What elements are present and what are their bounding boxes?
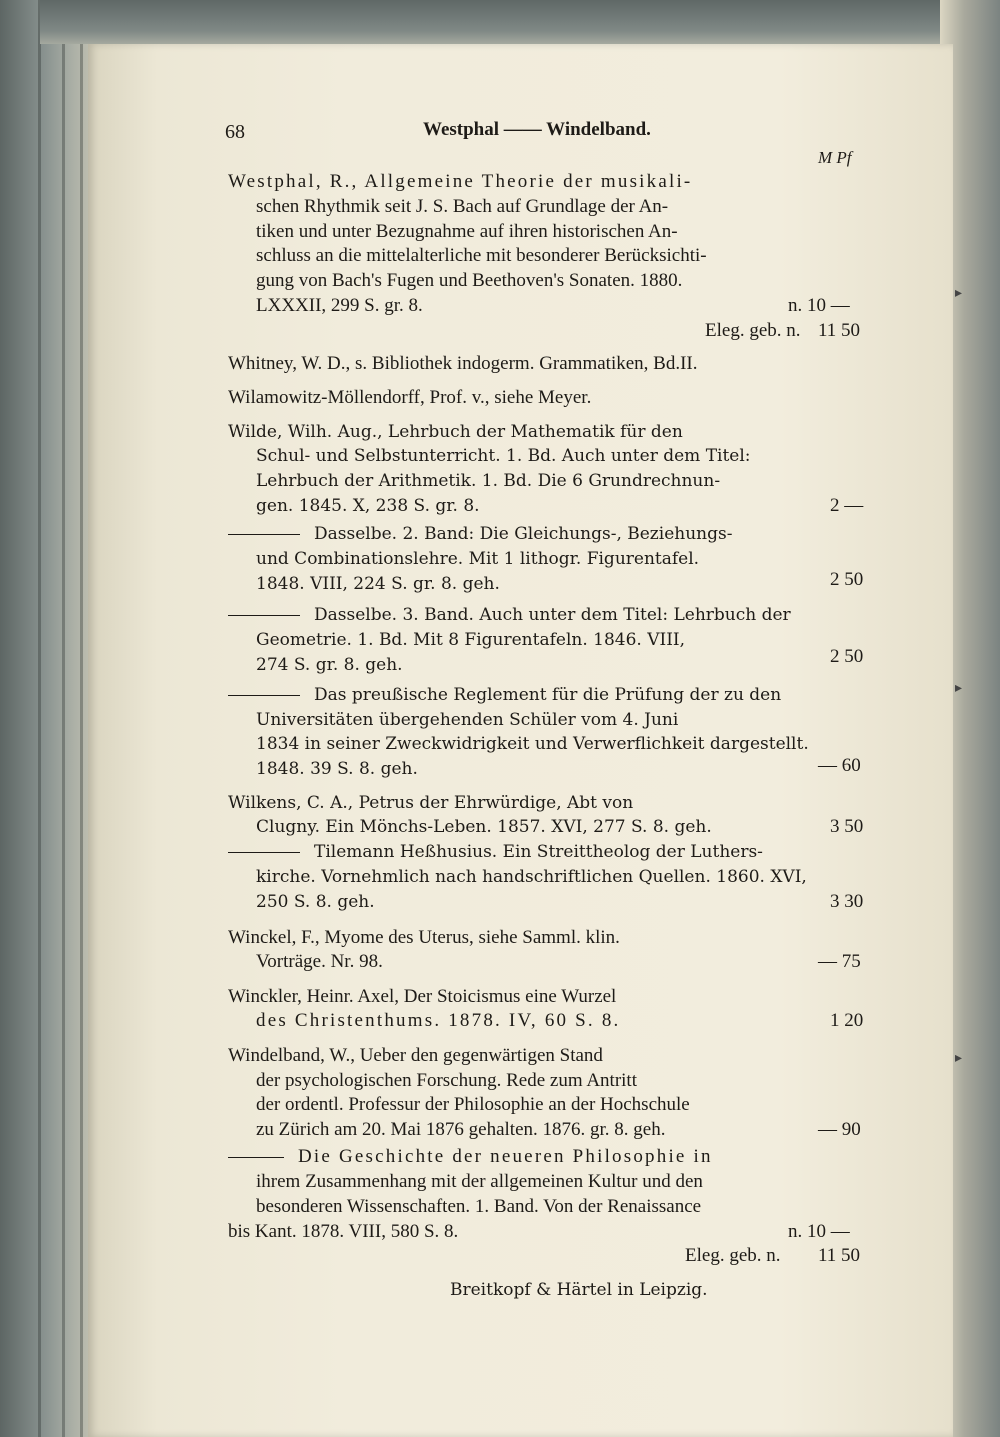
price: 2 50 bbox=[830, 646, 864, 667]
entry-line: des Christenthums. 1878. IV, 60 S. 8. bbox=[256, 1010, 621, 1031]
margin-mark: ▸ bbox=[955, 681, 963, 696]
entry-line: bis Kant. 1878. VIII, 580 S. 8. bbox=[228, 1221, 459, 1242]
entry-line: Winckel, F., Myome des Uterus, siehe Samml. klin. bbox=[228, 927, 620, 948]
entry-line: 1848. 39 S. 8. geh. bbox=[256, 759, 418, 779]
publisher-imprint: Breitkopf & Härtel in Leipzig. bbox=[450, 1280, 708, 1300]
entry-line: Tilemann Heßhusius. Ein Streittheolog der Luthers- bbox=[228, 840, 763, 864]
entry-line: besonderen Wissenschaften. 1. Band. Von der Renaissance bbox=[256, 1196, 702, 1217]
entry-line: Clugny. Ein Mönchs-Leben. 1857. XVI, 277 S. 8. geh. bbox=[256, 817, 712, 837]
entry-line: Schul- und Selbstunterricht. 1. Bd. Auch unter dem Titel: bbox=[256, 446, 751, 466]
entry-line: und Combinationslehre. Mit 1 lithogr. Figurentafel. bbox=[256, 549, 700, 569]
price: n. 10 — bbox=[788, 1221, 850, 1242]
entry-line: 274 S. gr. 8. geh. bbox=[256, 655, 403, 675]
entry-line: gung von Bach's Fugen und Beethoven's Sonaten. 1880. bbox=[256, 270, 683, 291]
entry-line: Geometrie. 1. Bd. Mit 8 Figurentafeln. 1846. VIII, bbox=[256, 630, 686, 650]
entry-line: der ordentl. Professur der Philosophie an der Hochschule bbox=[256, 1094, 690, 1115]
price: — 90 bbox=[818, 1119, 861, 1140]
price: 3 50 bbox=[830, 816, 864, 837]
page-number: 68 bbox=[225, 121, 245, 143]
entry-line: Westphal, R., Allgemeine Theorie der musikali- bbox=[228, 171, 693, 192]
price: 3 30 bbox=[830, 891, 864, 912]
entry-line: gen. 1845. X, 238 S. gr. 8. bbox=[256, 496, 480, 516]
price: 1 20 bbox=[830, 1010, 864, 1031]
entry-line: Universitäten übergehenden Schüler vom 4. Juni bbox=[256, 710, 679, 730]
price: — 60 bbox=[818, 755, 861, 776]
price: 2 — bbox=[830, 495, 864, 516]
currency-marks: M Pf bbox=[818, 148, 852, 167]
entry-line: Lehrbuch der Arithmetik. 1. Bd. Die 6 Grundrechnun- bbox=[256, 471, 721, 491]
binding-edge bbox=[38, 0, 41, 1437]
entry-line: Die Geschichte der neueren Philosophie in bbox=[228, 1145, 713, 1169]
ditto-dash bbox=[228, 615, 300, 616]
binding-edge bbox=[62, 0, 65, 1437]
entry-line: zu Zürich am 20. Mai 1876 gehalten. 1876. gr. 8. geh. bbox=[256, 1119, 666, 1140]
ditto-dash bbox=[228, 695, 300, 696]
book-binding bbox=[0, 0, 100, 1437]
ditto-dash bbox=[228, 852, 300, 853]
entry-line: Whitney, W. D., s. Bibliothek indogerm. Grammatiken, Bd.II. bbox=[228, 353, 698, 374]
entry-line: 1848. VIII, 224 S. gr. 8. geh. bbox=[256, 574, 500, 594]
entry-line: tiken und unter Bezugnahme auf ihren historischen An- bbox=[256, 221, 678, 242]
margin-mark: ▸ bbox=[955, 1051, 963, 1066]
ditto-dash bbox=[228, 534, 300, 535]
entry-line: Dasselbe. 2. Band: Die Gleichungs-, Beziehungs- bbox=[228, 522, 732, 546]
ditto-dash bbox=[228, 1157, 284, 1158]
entry-line: Vorträge. Nr. 98. bbox=[256, 951, 383, 972]
entry-line: kirche. Vornehmlich nach handschriftlichen Quellen. 1860. XVI, bbox=[256, 867, 807, 887]
price: 2 50 bbox=[830, 569, 864, 590]
entry-line: Eleg. geb. n. bbox=[705, 320, 801, 341]
entry-line: Wilkens, C. A., Petrus der Ehrwürdige, Abt von bbox=[228, 793, 634, 813]
entry-line: ihrem Zusammenhang mit der allgemeinen Kultur und den bbox=[256, 1171, 703, 1192]
entry-line: Windelband, W., Ueber den gegenwärtigen Stand bbox=[228, 1045, 603, 1066]
price: 11 50 bbox=[818, 320, 861, 341]
entry-line: Wilde, Wilh. Aug., Lehrbuch der Mathematik für den bbox=[228, 422, 683, 442]
entry-line: 1834 in seiner Zweckwidrigkeit und Verwerflichkeit dargestellt. bbox=[256, 734, 809, 754]
price: n. 10 — bbox=[788, 295, 850, 316]
running-title: Westphal —— Windelband. bbox=[423, 119, 651, 140]
entry-line: LXXXII, 299 S. gr. 8. bbox=[256, 295, 423, 316]
price: 11 50 bbox=[818, 1245, 861, 1266]
page-top-edge bbox=[40, 0, 1000, 44]
entry-line: schluss an die mittelalterliche mit besonderer Berücksichti- bbox=[256, 245, 707, 266]
entry-line: Wilamowitz-Möllendorff, Prof. v., siehe Meyer. bbox=[228, 387, 592, 408]
entry-line: Dasselbe. 3. Band. Auch unter dem Titel: Lehrbuch der bbox=[228, 603, 791, 627]
binding-edge bbox=[80, 0, 83, 1437]
book-page bbox=[88, 44, 953, 1437]
entry-line: der psychologischen Forschung. Rede zum Antritt bbox=[256, 1070, 637, 1091]
entry-line: schen Rhythmik seit J. S. Bach auf Grundlage der An- bbox=[256, 196, 669, 217]
entry-line: Winckler, Heinr. Axel, Der Stoicismus eine Wurzel bbox=[228, 986, 617, 1007]
entry-line: Eleg. geb. n. bbox=[685, 1245, 781, 1266]
margin-mark: ▸ bbox=[955, 286, 963, 301]
entry-line: 250 S. 8. geh. bbox=[256, 892, 375, 912]
entry-line: Das preußische Reglement für die Prüfung der zu den bbox=[228, 683, 781, 707]
price: — 75 bbox=[818, 951, 861, 972]
